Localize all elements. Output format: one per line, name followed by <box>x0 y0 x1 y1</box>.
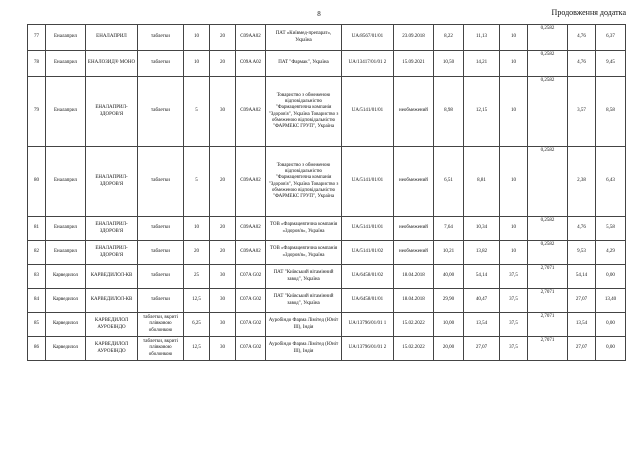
cell-strength: 10 <box>184 25 210 51</box>
cell-no: 83 <box>28 265 46 289</box>
cell-pack: 30 <box>210 337 236 361</box>
cell-atc: C07A G02 <box>236 289 266 313</box>
cell-name: ЕНАЛАПРИЛ-ЗДОРОВ'Я <box>86 77 138 147</box>
cell-strength: 5 <box>184 77 210 147</box>
page-number: 8 <box>317 10 321 18</box>
cell-atc: C09AA02 <box>236 147 266 217</box>
cell-inn: Карведилол <box>46 313 86 337</box>
cell-name: КАРВЕДИЛОЛ АУРОБІНДО <box>86 337 138 361</box>
cell-reg: UA/13796/01/01 1 <box>342 313 394 337</box>
cell-ddd <box>528 51 568 77</box>
cell-atc: C09AA02 <box>236 217 266 241</box>
cell-no: 78 <box>28 51 46 77</box>
cell-price: 8,98 <box>434 77 464 147</box>
cell-date: 15.09.2021 <box>394 51 434 77</box>
cell-price: 8,22 <box>434 25 464 51</box>
cell-strength: 25 <box>184 265 210 289</box>
cell-date: необмежений <box>394 241 434 265</box>
cell-ddd-mg: 10 <box>500 77 528 147</box>
cell-c1: 4,76 <box>568 25 596 51</box>
cell-no: 81 <box>28 217 46 241</box>
cell-ddd-mg: 10 <box>500 217 528 241</box>
ddd-value: 2,7071 <box>540 314 555 319</box>
cell-c2: 0,00 <box>596 313 626 337</box>
cell-c2: 0,00 <box>596 337 626 361</box>
cell-ddd <box>528 217 568 241</box>
cell-atc: C09AA02 <box>236 25 266 51</box>
cell-strength: 10 <box>184 217 210 241</box>
cell-strength: 12,5 <box>184 337 210 361</box>
cell-price: 6,51 <box>434 147 464 217</box>
cell-c1: 2,38 <box>568 147 596 217</box>
cell-ddd <box>528 77 568 147</box>
cell-price: 7,64 <box>434 217 464 241</box>
table-row <box>28 337 626 361</box>
cell-ddd-mg: 37,5 <box>500 337 528 361</box>
cell-pack: 20 <box>210 147 236 217</box>
cell-form: таблетки, вкриті плівковою оболонкою <box>138 337 184 361</box>
cell-c2: 8,58 <box>596 77 626 147</box>
cell-atc: C07A G02 <box>236 337 266 361</box>
cell-c1: 54,14 <box>568 265 596 289</box>
cell-form: таблетки, вкриті плівковою оболонкою <box>138 313 184 337</box>
cell-ddd-mg: 10 <box>500 147 528 217</box>
cell-ddd-mg: 10 <box>500 241 528 265</box>
table-row <box>28 217 626 241</box>
cell-form: таблетки <box>138 25 184 51</box>
cell-c1: 3,57 <box>568 77 596 147</box>
cell-price2: 14,21 <box>464 51 500 77</box>
cell-strength: 12,5 <box>184 289 210 313</box>
cell-c2: 0,00 <box>596 265 626 289</box>
cell-pack: 30 <box>210 289 236 313</box>
cell-no: 85 <box>28 313 46 337</box>
cell-c1: 4,76 <box>568 51 596 77</box>
cell-form: таблетки <box>138 51 184 77</box>
cell-atc: C07A G02 <box>236 265 266 289</box>
cell-maker: Ауробіндо Фарма Лімітед (Юніт III), Індія <box>266 337 342 361</box>
cell-reg: UA/5141/01/01 <box>342 77 394 147</box>
ddd-value: 2,7071 <box>540 338 555 343</box>
cell-reg: UA/13796/01/01 2 <box>342 337 394 361</box>
cell-pack: 20 <box>210 25 236 51</box>
cell-atc: C09AA02 <box>236 77 266 147</box>
cell-price2: 11,13 <box>464 25 500 51</box>
cell-no: 79 <box>28 77 46 147</box>
cell-pack: 30 <box>210 77 236 147</box>
table-row <box>28 265 626 289</box>
cell-no: 84 <box>28 289 46 313</box>
table-row <box>28 51 626 77</box>
cell-form: таблетки <box>138 265 184 289</box>
cell-date: необмежений <box>394 217 434 241</box>
ddd-value: 2,7071 <box>540 290 555 295</box>
cell-ddd <box>528 289 568 313</box>
cell-name: ЕНАЛАПРИЛ-ЗДОРОВ'Я <box>86 241 138 265</box>
cell-maker: Товариство з обмеженою відповідальністю "Фармацевтична компанія "Здоров'я", Україна Товариство з обмеженою відповідальністю "ФАРМЕКС ГРУП", Україна <box>266 147 342 217</box>
cell-date: необмежений <box>394 147 434 217</box>
cell-ddd <box>528 147 568 217</box>
cell-form: таблетки <box>138 217 184 241</box>
cell-c1: 4,76 <box>568 217 596 241</box>
cell-name: КАРВЕДИЛОЛ-КВ <box>86 265 138 289</box>
cell-price2: 8,81 <box>464 147 500 217</box>
cell-inn: Еналаприл <box>46 217 86 241</box>
table-row <box>28 25 626 51</box>
cell-maker: Товариство з обмеженою відповідальністю "Фармацевтична компанія "Здоров'я", Україна Товариство з обмеженою відповідальністю "ФАРМЕКС ГРУП", Україна <box>266 77 342 147</box>
cell-reg: UA/6458/01/02 <box>342 265 394 289</box>
cell-ddd <box>528 25 568 51</box>
cell-maker: ПАТ "Фармак", Україна <box>266 51 342 77</box>
cell-c2: 4,29 <box>596 241 626 265</box>
table-row <box>28 241 626 265</box>
cell-reg: UA/8567/01/01 <box>342 25 394 51</box>
cell-reg: UA/5141/01/01 <box>342 147 394 217</box>
cell-reg: UA/5141/01/01 <box>342 217 394 241</box>
cell-date: необмежений <box>394 77 434 147</box>
cell-price2: 10,34 <box>464 217 500 241</box>
cell-price2: 13,82 <box>464 241 500 265</box>
cell-pack: 30 <box>210 265 236 289</box>
cell-c1: 9,53 <box>568 241 596 265</box>
cell-reg: UA/13417/01/01 2 <box>342 51 394 77</box>
cell-ddd-mg: 37,5 <box>500 313 528 337</box>
cell-form: таблетки <box>138 77 184 147</box>
cell-c1: 13,54 <box>568 313 596 337</box>
ddd-value: 0,2582 <box>540 242 555 247</box>
cell-c2: 5,58 <box>596 217 626 241</box>
cell-name: ЕНАЛАПРИЛ <box>86 25 138 51</box>
cell-c2: 6,43 <box>596 147 626 217</box>
drug-price-table <box>27 24 626 361</box>
cell-name: ЕНАЛОЗИД® МОНО <box>86 51 138 77</box>
cell-name: ЕНАЛАПРИЛ-ЗДОРОВ'Я <box>86 147 138 217</box>
cell-inn: Еналаприл <box>46 77 86 147</box>
cell-inn: Еналаприл <box>46 25 86 51</box>
cell-c2: 6,37 <box>596 25 626 51</box>
cell-inn: Еналаприл <box>46 51 86 77</box>
cell-c1: 27,07 <box>568 337 596 361</box>
cell-atc: C09AA02 <box>236 241 266 265</box>
table-row <box>28 77 626 147</box>
ddd-value: 0,2582 <box>540 148 555 153</box>
cell-ddd-mg: 37,5 <box>500 265 528 289</box>
cell-atc: C09A A02 <box>236 51 266 77</box>
ddd-value: 2,7071 <box>540 266 555 271</box>
cell-price: 20,00 <box>434 337 464 361</box>
cell-strength: 10 <box>184 51 210 77</box>
cell-no: 80 <box>28 147 46 217</box>
cell-c2: 13,40 <box>596 289 626 313</box>
cell-date: 23.09.2018 <box>394 25 434 51</box>
cell-ddd-mg: 37,5 <box>500 289 528 313</box>
cell-form: таблетки <box>138 289 184 313</box>
cell-ddd-mg: 10 <box>500 51 528 77</box>
cell-form: таблетки <box>138 147 184 217</box>
cell-name: ЕНАЛАПРИЛ-ЗДОРОВ'Я <box>86 217 138 241</box>
cell-price2: 40,47 <box>464 289 500 313</box>
cell-date: 18.04.2018 <box>394 265 434 289</box>
cell-date: 15.02.2022 <box>394 313 434 337</box>
cell-strength: 6,25 <box>184 313 210 337</box>
cell-maker: ТОВ «Фармацевтична компанія «Здоров'я», Україна <box>266 217 342 241</box>
table-row <box>28 313 626 337</box>
cell-reg: UA/5141/01/02 <box>342 241 394 265</box>
cell-ddd-mg: 10 <box>500 25 528 51</box>
cell-pack: 20 <box>210 51 236 77</box>
cell-no: 82 <box>28 241 46 265</box>
cell-maker: ПАТ «Київмед-препарат», Україна <box>266 25 342 51</box>
cell-inn: Еналаприл <box>46 147 86 217</box>
cell-form: таблетки <box>138 241 184 265</box>
ddd-value: 0,2582 <box>540 78 555 83</box>
cell-pack: 20 <box>210 241 236 265</box>
cell-maker: Ауробіндо Фарма Лімітед (Юніт III), Індія <box>266 313 342 337</box>
cell-no: 86 <box>28 337 46 361</box>
table-row <box>28 147 626 217</box>
cell-price: 40,00 <box>434 265 464 289</box>
cell-price2: 12,15 <box>464 77 500 147</box>
cell-price2: 13,54 <box>464 313 500 337</box>
cell-name: КАРВЕДИЛОЛ-КВ <box>86 289 138 313</box>
cell-price: 10,21 <box>434 241 464 265</box>
cell-date: 18.04.2018 <box>394 289 434 313</box>
cell-maker: ТОВ «Фармацевтична компанія «Здоров'я», Україна <box>266 241 342 265</box>
cell-date: 15.02.2022 <box>394 337 434 361</box>
continuation-label: Продовження додатка <box>551 8 626 17</box>
cell-pack: 30 <box>210 313 236 337</box>
cell-price2: 27,07 <box>464 337 500 361</box>
cell-maker: ПАТ "Київський вітамінний завод", Україна <box>266 265 342 289</box>
cell-price: 10,00 <box>434 313 464 337</box>
table-row <box>28 289 626 313</box>
cell-name: КАРВЕДИЛОЛ АУРОБІНДО <box>86 313 138 337</box>
cell-c1: 27,07 <box>568 289 596 313</box>
cell-strength: 20 <box>184 241 210 265</box>
cell-price2: 54,14 <box>464 265 500 289</box>
ddd-value: 0,2582 <box>540 26 555 31</box>
cell-ddd <box>528 337 568 361</box>
cell-inn: Карведилол <box>46 337 86 361</box>
cell-inn: Еналаприл <box>46 241 86 265</box>
cell-no: 77 <box>28 25 46 51</box>
cell-price: 10,50 <box>434 51 464 77</box>
cell-strength: 5 <box>184 147 210 217</box>
cell-price: 29,90 <box>434 289 464 313</box>
cell-ddd <box>528 313 568 337</box>
cell-ddd <box>528 265 568 289</box>
cell-ddd <box>528 241 568 265</box>
ddd-value: 0,2582 <box>540 218 555 223</box>
ddd-value: 0,2582 <box>540 52 555 57</box>
cell-inn: Карведилол <box>46 289 86 313</box>
cell-maker: ПАТ "Київський вітамінний завод", Україна <box>266 289 342 313</box>
cell-pack: 20 <box>210 217 236 241</box>
cell-atc: C07A G02 <box>236 313 266 337</box>
cell-reg: UA/6458/01/01 <box>342 289 394 313</box>
cell-c2: 9,45 <box>596 51 626 77</box>
cell-inn: Карведилол <box>46 265 86 289</box>
